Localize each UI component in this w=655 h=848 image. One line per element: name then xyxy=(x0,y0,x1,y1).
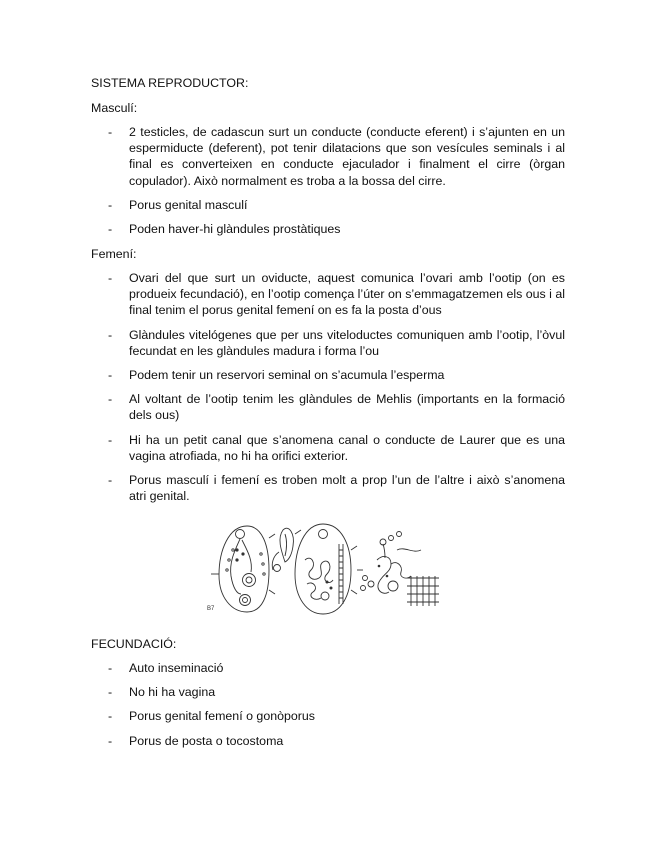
fecundacio-list xyxy=(108,660,565,757)
list-item: - Glàndules vitelógenes que per uns viteloductes comuniquen amb l’ootip, l’òvul fecundat en les glàndules madura i forma l’ou xyxy=(108,327,565,359)
female-list xyxy=(108,270,565,512)
list-item: - No hi ha vagina xyxy=(108,684,565,700)
trematode-anatomy-figure xyxy=(207,520,445,616)
list-item: - Ovari del que surt un oviducte, aquest comunica l’ovari amb l’ootip (on es produeix fecundació), en l’ootip comença l’úter on s’emmagatzemen els ous i al final tenim el porus genital femení on es fa la posta d’ous xyxy=(108,270,565,319)
figure-label: B7 xyxy=(207,606,215,612)
list-item: - Porus genital masculí xyxy=(108,197,565,213)
list-item: - Auto inseminació xyxy=(108,660,565,676)
list-item: - Porus masculí i femení es troben molt a prop l’un de l’altre i això s’anomena atri genital. xyxy=(108,472,565,504)
list-item: - Porus de posta o tocostoma xyxy=(108,733,565,749)
list-item: - Podem tenir un reservori seminal on s’acumula l’esperma xyxy=(108,367,565,383)
list-item: - 2 testicles, de cadascun surt un conducte (conducte eferent) i s’ajunten en un espermiducte (deferent), pot tenir dilatacions que son vesícules seminals i al final es converteixen en conducte ejaculador i finalment el cirre (òrgan copulador). Això normalment es troba a la bossa del cirre. xyxy=(108,124,565,189)
male-heading: Masculí: xyxy=(91,101,138,115)
list-item: - Porus genital femení o gonòporus xyxy=(108,708,565,724)
list-item: - Poden haver-hi glàndules prostàtiques xyxy=(108,221,565,237)
female-heading: Femení: xyxy=(91,247,137,261)
list-item: - Al voltant de l’ootip tenim les glàndules de Mehlis (importants en la formació dels ous) xyxy=(108,391,565,423)
section-title: SISTEMA REPRODUCTOR: xyxy=(91,76,249,90)
male-list xyxy=(108,124,565,245)
fecundacio-heading: FECUNDACIÓ: xyxy=(91,637,177,651)
list-item: - Hi ha un petit canal que s’anomena canal o conducte de Laurer que es una vagina atrofiada, no hi ha orifici exterior. xyxy=(108,432,565,464)
